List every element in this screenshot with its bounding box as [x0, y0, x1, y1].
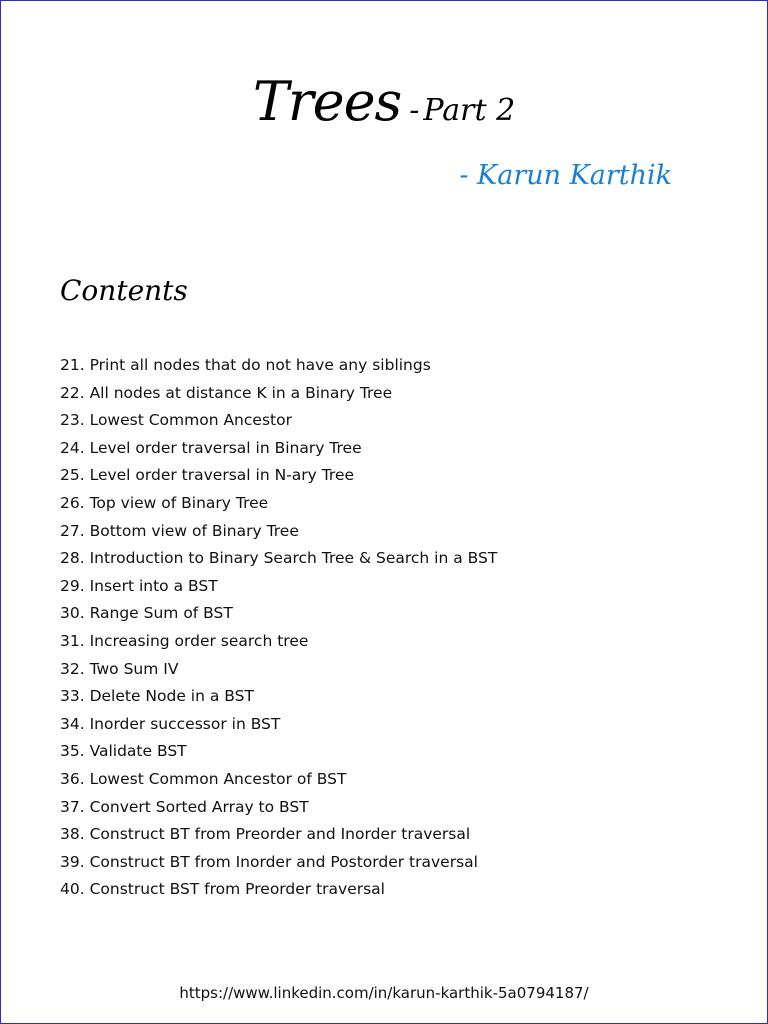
toc-item: 27. Bottom view of Binary Tree	[60, 521, 299, 540]
toc-item: 38. Construct BT from Preorder and Inorder traversal	[60, 825, 471, 844]
toc-item: 28. Introduction to Binary Search Tree & Search in a BST	[60, 549, 498, 568]
toc-item: 21. Print all nodes that do not have any siblings	[60, 356, 431, 374]
toc-item: 33. Delete Node in a BST	[60, 687, 254, 706]
table-of-contents	[60, 352, 720, 904]
linkedin-link[interactable]: https://www.linkedin.com/in/karun-karthik-5a0794187/	[179, 984, 589, 1002]
toc-item: 34. Inorder successor in BST	[60, 714, 281, 733]
toc-item: 32. Two Sum IV	[60, 659, 179, 678]
title-main: Trees	[252, 70, 402, 133]
author-name: - Karun Karthik	[459, 160, 672, 191]
title-part: Part 2	[423, 93, 516, 128]
toc-item: 35. Validate BST	[60, 742, 187, 761]
toc-item: 22. All nodes at distance K in a Binary Tree	[60, 383, 393, 402]
toc-item: 24. Level order traversal in Binary Tree	[60, 438, 362, 457]
toc-item: 30. Range Sum of BST	[60, 604, 233, 623]
page-title	[0, 70, 768, 133]
toc-item: 23. Lowest Common Ancestor	[60, 411, 292, 430]
toc-item: 31. Increasing order search tree	[60, 631, 309, 650]
contents-heading: Contents	[60, 274, 188, 307]
toc-item: 36. Lowest Common Ancestor of BST	[60, 769, 347, 788]
toc-item: 40. Construct BST from Preorder traversal	[60, 880, 385, 899]
toc-item: 29. Insert into a BST	[60, 576, 218, 595]
toc-item: 25. Level order traversal in N-ary Tree	[60, 466, 355, 485]
title-separator: -	[409, 93, 420, 128]
toc-item: 37. Convert Sorted Array to BST	[60, 797, 309, 816]
toc-item: 26. Top view of Binary Tree	[60, 493, 269, 512]
toc-item: 39. Construct BT from Inorder and Postorder traversal	[60, 852, 478, 871]
